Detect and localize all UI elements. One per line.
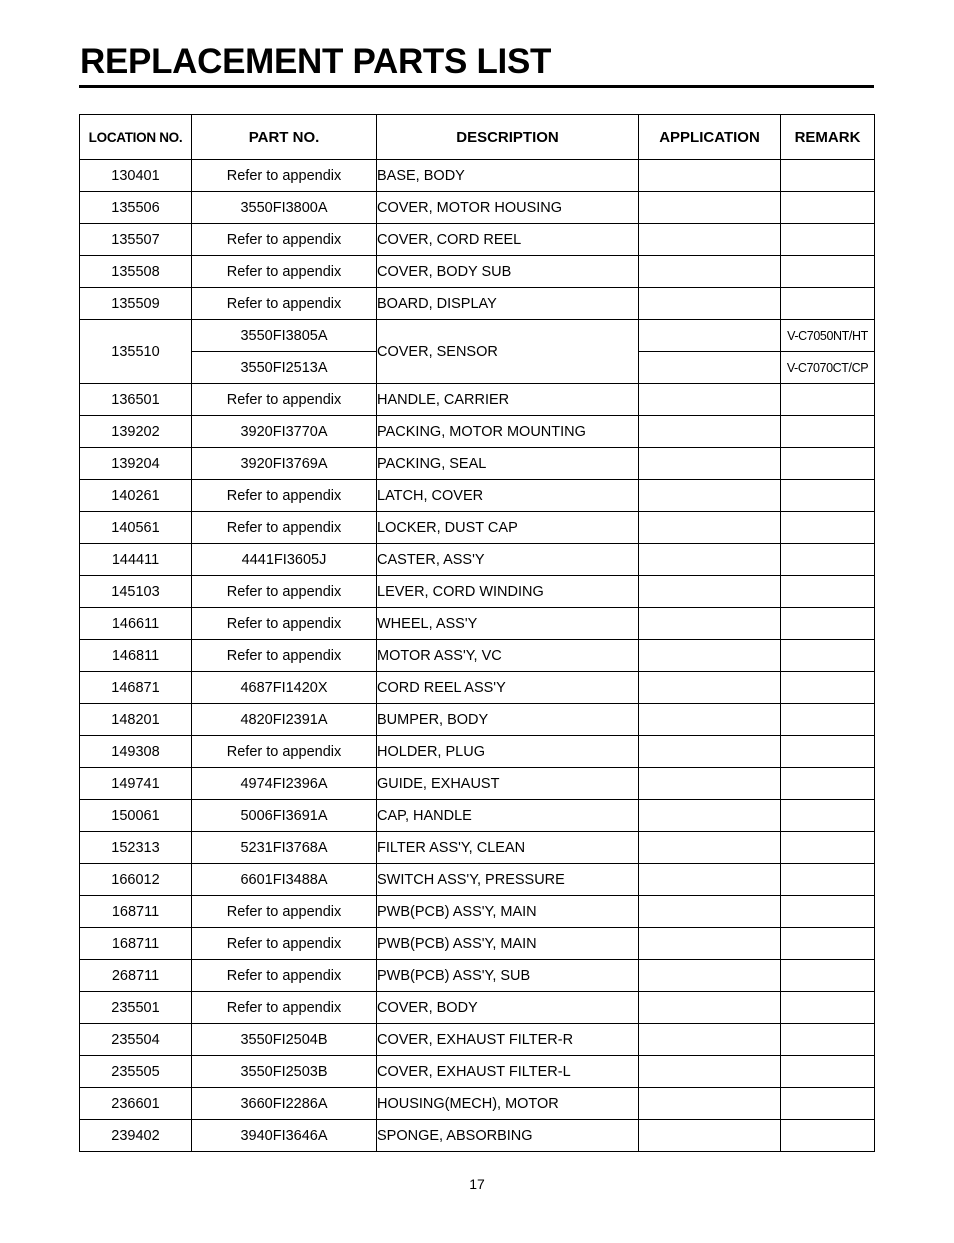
location-no-cell: 235501 (80, 992, 192, 1024)
table-row (80, 256, 875, 288)
table-row (80, 864, 875, 896)
part-no-cell: Refer to appendix (192, 992, 377, 1024)
part-no-cell: Refer to appendix (192, 736, 377, 768)
table-row (80, 1088, 875, 1120)
application-cell (639, 1056, 781, 1088)
description-cell: COVER, MOTOR HOUSING (377, 192, 639, 224)
description-cell: HANDLE, CARRIER (377, 384, 639, 416)
remark-cell (781, 384, 875, 416)
header-application: APPLICATION (639, 115, 781, 160)
remark-cell (781, 1024, 875, 1056)
description-cell: WHEEL, ASS'Y (377, 608, 639, 640)
description-cell: LOCKER, DUST CAP (377, 512, 639, 544)
location-no-cell: 236601 (80, 1088, 192, 1120)
location-no-cell: 135509 (80, 288, 192, 320)
title-underline (79, 85, 874, 88)
location-no-cell: 239402 (80, 1120, 192, 1152)
remark-cell: V-C7050NT/HT (781, 320, 875, 352)
application-cell (639, 992, 781, 1024)
description-cell: LEVER, CORD WINDING (377, 576, 639, 608)
part-no-cell: Refer to appendix (192, 640, 377, 672)
table-row (80, 224, 875, 256)
header-part-no: PART NO. (192, 115, 377, 160)
remark-cell (781, 704, 875, 736)
location-no-cell: 168711 (80, 928, 192, 960)
remark-cell (781, 544, 875, 576)
application-cell (639, 864, 781, 896)
description-cell: CASTER, ASS'Y (377, 544, 639, 576)
application-cell (639, 960, 781, 992)
application-cell (639, 512, 781, 544)
part-no-cell: 3660FI2286A (192, 1088, 377, 1120)
remark-cell (781, 640, 875, 672)
part-no-cell: 5231FI3768A (192, 832, 377, 864)
table-row (80, 608, 875, 640)
table-row (80, 544, 875, 576)
table-row (80, 480, 875, 512)
application-cell (639, 704, 781, 736)
application-cell (639, 160, 781, 192)
application-cell (639, 800, 781, 832)
description-cell: PWB(PCB) ASS'Y, MAIN (377, 928, 639, 960)
table-row (80, 768, 875, 800)
table-row (80, 896, 875, 928)
table-row (80, 192, 875, 224)
description-cell: FILTER ASS'Y, CLEAN (377, 832, 639, 864)
header-remark: REMARK (781, 115, 875, 160)
description-cell: COVER, BODY (377, 992, 639, 1024)
table-row (80, 672, 875, 704)
remark-cell (781, 800, 875, 832)
part-no-cell: Refer to appendix (192, 512, 377, 544)
remark-cell (781, 1088, 875, 1120)
description-cell: PACKING, MOTOR MOUNTING (377, 416, 639, 448)
table-row (80, 512, 875, 544)
table-row (80, 288, 875, 320)
description-cell: COVER, BODY SUB (377, 256, 639, 288)
part-no-cell: Refer to appendix (192, 576, 377, 608)
application-cell (639, 736, 781, 768)
description-cell: PWB(PCB) ASS'Y, MAIN (377, 896, 639, 928)
part-no-cell: Refer to appendix (192, 608, 377, 640)
remark-cell (781, 480, 875, 512)
header-location-no: LOCATION NO. (80, 115, 192, 160)
part-no-cell: 4974FI2396A (192, 768, 377, 800)
location-no-cell: 146611 (80, 608, 192, 640)
application-cell (639, 352, 781, 384)
location-no-cell: 148201 (80, 704, 192, 736)
description-cell: BUMPER, BODY (377, 704, 639, 736)
description-cell: HOUSING(MECH), MOTOR (377, 1088, 639, 1120)
remark-cell (781, 608, 875, 640)
description-cell: SPONGE, ABSORBING (377, 1120, 639, 1152)
part-no-cell: Refer to appendix (192, 288, 377, 320)
description-cell: COVER, EXHAUST FILTER-L (377, 1056, 639, 1088)
remark-cell (781, 1056, 875, 1088)
table-row (80, 1056, 875, 1088)
application-cell (639, 640, 781, 672)
description-cell: LATCH, COVER (377, 480, 639, 512)
remark-cell (781, 1120, 875, 1152)
application-cell (639, 320, 781, 352)
application-cell (639, 288, 781, 320)
location-no-cell: 149308 (80, 736, 192, 768)
parts-table-body (80, 160, 875, 1152)
description-cell: SWITCH ASS'Y, PRESSURE (377, 864, 639, 896)
application-cell (639, 672, 781, 704)
remark-cell (781, 512, 875, 544)
application-cell (639, 448, 781, 480)
remark-cell (781, 288, 875, 320)
part-no-cell: 3920FI3769A (192, 448, 377, 480)
page-title: REPLACEMENT PARTS LIST (80, 42, 552, 81)
location-no-cell: 139202 (80, 416, 192, 448)
location-no-cell: 135510 (80, 320, 192, 384)
application-cell (639, 480, 781, 512)
location-no-cell: 135507 (80, 224, 192, 256)
table-row (80, 320, 875, 352)
part-no-cell: 5006FI3691A (192, 800, 377, 832)
location-no-cell: 135506 (80, 192, 192, 224)
application-cell (639, 384, 781, 416)
part-no-cell: Refer to appendix (192, 480, 377, 512)
table-row (80, 960, 875, 992)
table-row (80, 736, 875, 768)
part-no-cell: 6601FI3488A (192, 864, 377, 896)
remark-cell (781, 736, 875, 768)
table-row (80, 384, 875, 416)
location-no-cell: 235504 (80, 1024, 192, 1056)
application-cell (639, 608, 781, 640)
application-cell (639, 1024, 781, 1056)
remark-cell (781, 864, 875, 896)
part-no-cell: 4687FI1420X (192, 672, 377, 704)
remark-cell (781, 416, 875, 448)
remark-cell (781, 768, 875, 800)
location-no-cell: 235505 (80, 1056, 192, 1088)
part-no-cell: Refer to appendix (192, 160, 377, 192)
part-no-cell: 3940FI3646A (192, 1120, 377, 1152)
location-no-cell: 140561 (80, 512, 192, 544)
application-cell (639, 1120, 781, 1152)
application-cell (639, 192, 781, 224)
remark-cell (781, 896, 875, 928)
remark-cell (781, 448, 875, 480)
application-cell (639, 896, 781, 928)
description-cell: CORD REEL ASS'Y (377, 672, 639, 704)
description-cell: BASE, BODY (377, 160, 639, 192)
description-cell: COVER, SENSOR (377, 320, 639, 384)
description-cell: CAP, HANDLE (377, 800, 639, 832)
location-no-cell: 144411 (80, 544, 192, 576)
table-row (80, 1120, 875, 1152)
remark-cell (781, 160, 875, 192)
remark-cell (781, 832, 875, 864)
table-row (80, 1024, 875, 1056)
page-number: 17 (469, 1176, 485, 1192)
table-row (80, 448, 875, 480)
location-no-cell: 130401 (80, 160, 192, 192)
application-cell (639, 832, 781, 864)
description-cell: PWB(PCB) ASS'Y, SUB (377, 960, 639, 992)
location-no-cell: 152313 (80, 832, 192, 864)
description-cell: COVER, EXHAUST FILTER-R (377, 1024, 639, 1056)
application-cell (639, 1088, 781, 1120)
part-no-cell: Refer to appendix (192, 960, 377, 992)
location-no-cell: 166012 (80, 864, 192, 896)
application-cell (639, 224, 781, 256)
table-row (80, 928, 875, 960)
table-row (80, 416, 875, 448)
remark-cell (781, 192, 875, 224)
remark-cell (781, 992, 875, 1024)
application-cell (639, 576, 781, 608)
description-cell: BOARD, DISPLAY (377, 288, 639, 320)
table-row (80, 992, 875, 1024)
table-row (80, 800, 875, 832)
part-no-cell: 3550FI2513A (192, 352, 377, 384)
table-row (80, 704, 875, 736)
description-cell: COVER, CORD REEL (377, 224, 639, 256)
header-description: DESCRIPTION (377, 115, 639, 160)
location-no-cell: 135508 (80, 256, 192, 288)
location-no-cell: 136501 (80, 384, 192, 416)
part-no-cell: 3550FI3800A (192, 192, 377, 224)
remark-cell (781, 928, 875, 960)
part-no-cell: 3920FI3770A (192, 416, 377, 448)
application-cell (639, 416, 781, 448)
remark-cell (781, 224, 875, 256)
location-no-cell: 146871 (80, 672, 192, 704)
remark-cell (781, 672, 875, 704)
description-cell: HOLDER, PLUG (377, 736, 639, 768)
remark-cell: V-C7070CT/CP (781, 352, 875, 384)
location-no-cell: 139204 (80, 448, 192, 480)
description-cell: PACKING, SEAL (377, 448, 639, 480)
location-no-cell: 146811 (80, 640, 192, 672)
table-row (80, 832, 875, 864)
location-no-cell: 268711 (80, 960, 192, 992)
part-no-cell: Refer to appendix (192, 256, 377, 288)
remark-cell (781, 576, 875, 608)
application-cell (639, 544, 781, 576)
description-cell: GUIDE, EXHAUST (377, 768, 639, 800)
location-no-cell: 168711 (80, 896, 192, 928)
parts-table (79, 114, 875, 1152)
application-cell (639, 928, 781, 960)
part-no-cell: 4820FI2391A (192, 704, 377, 736)
part-no-cell: 3550FI3805A (192, 320, 377, 352)
part-no-cell: Refer to appendix (192, 224, 377, 256)
table-row (80, 160, 875, 192)
location-no-cell: 145103 (80, 576, 192, 608)
location-no-cell: 149741 (80, 768, 192, 800)
table-row (80, 640, 875, 672)
location-no-cell: 150061 (80, 800, 192, 832)
table-row (80, 576, 875, 608)
description-cell: MOTOR ASS'Y, VC (377, 640, 639, 672)
part-no-cell: Refer to appendix (192, 928, 377, 960)
application-cell (639, 256, 781, 288)
location-no-cell: 140261 (80, 480, 192, 512)
part-no-cell: 3550FI2504B (192, 1024, 377, 1056)
part-no-cell: Refer to appendix (192, 384, 377, 416)
part-no-cell: Refer to appendix (192, 896, 377, 928)
part-no-cell: 3550FI2503B (192, 1056, 377, 1088)
table-header-row (80, 115, 875, 160)
remark-cell (781, 960, 875, 992)
part-no-cell: 4441FI3605J (192, 544, 377, 576)
remark-cell (781, 256, 875, 288)
application-cell (639, 768, 781, 800)
